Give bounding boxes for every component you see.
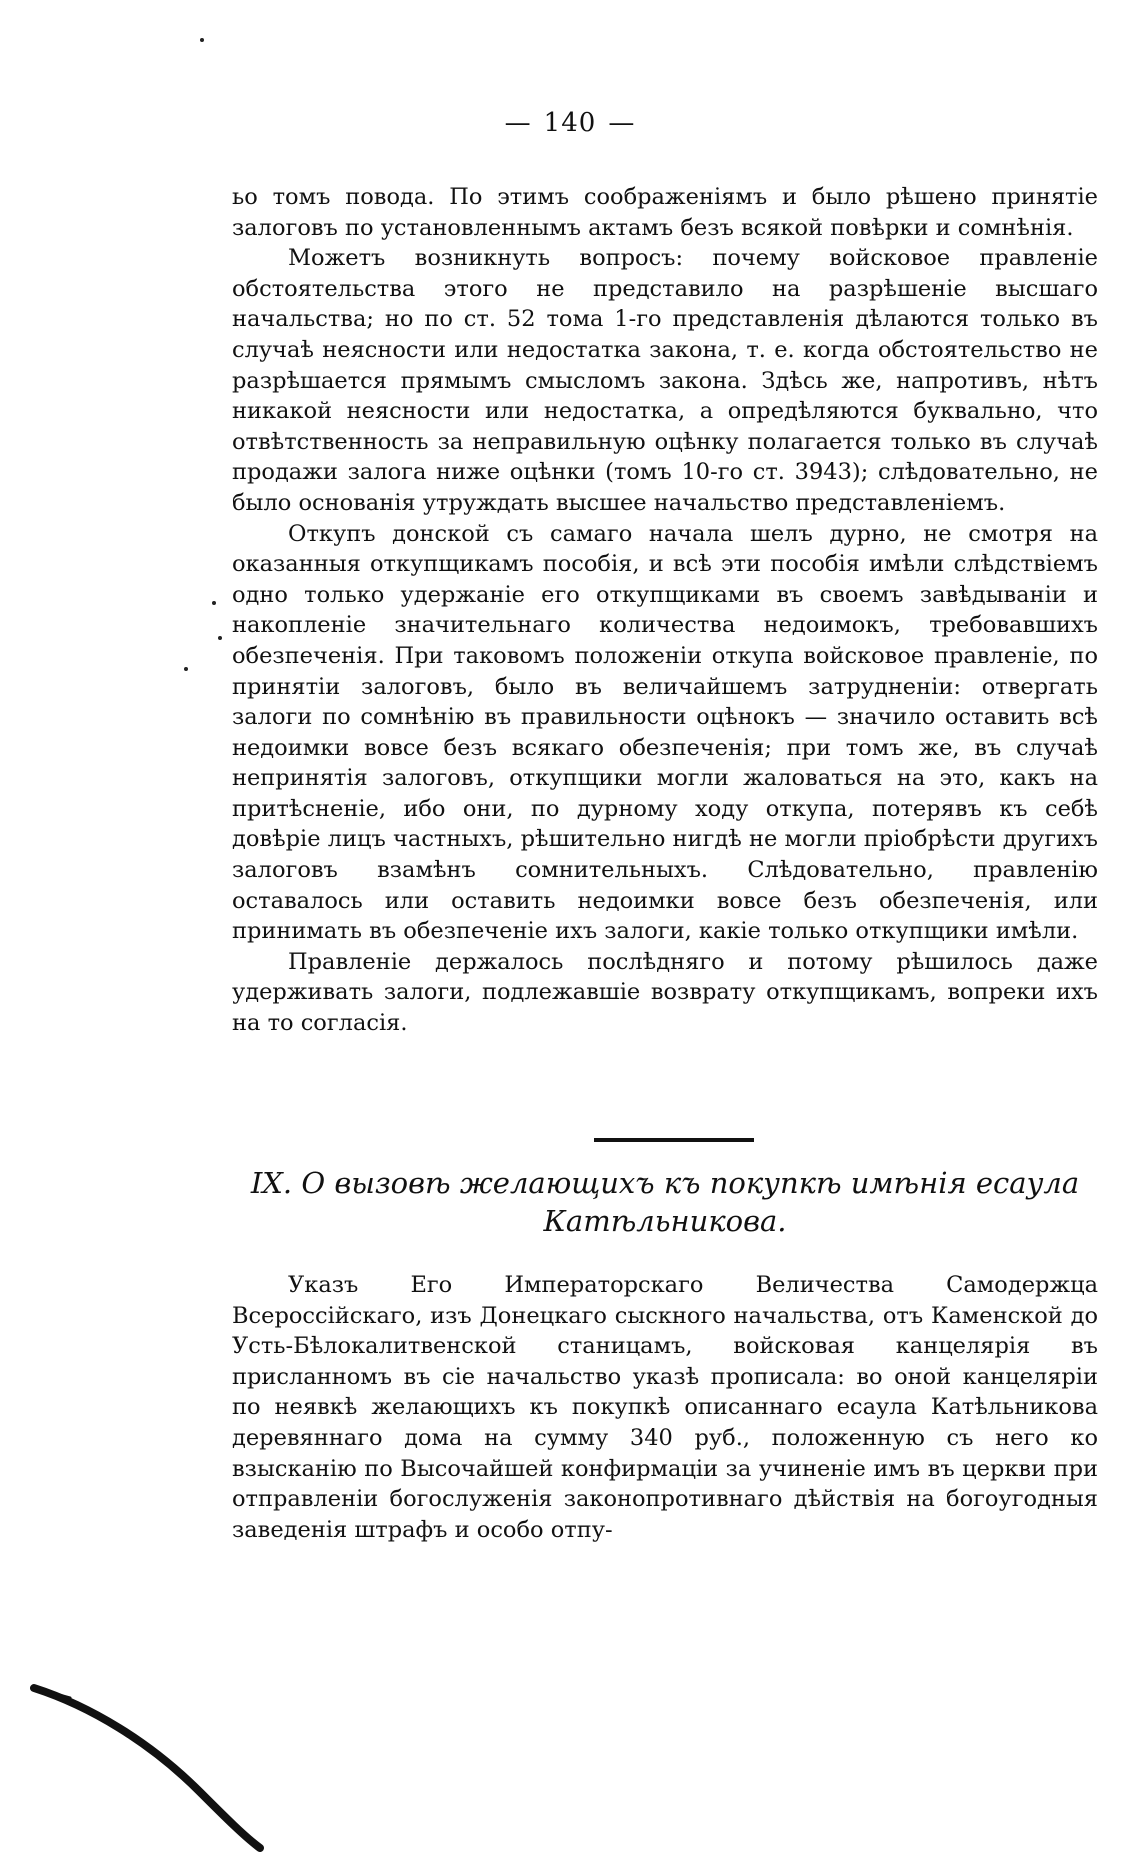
page-number-dash-right: — [608, 108, 636, 138]
body-text-section-1 [232, 182, 1098, 1039]
paragraph: Указъ Его Императорскаго Величества Самодержца Всероссiйскаго, изъ Донецкаго сыскного начальства, отъ Каменской до Усть-Бѣлокалитвенской станицамъ, войсковая канцелярiя въ присланномъ въ сiе начальство указѣ прописала: во оной канцелярiи по неявкѣ желающихъ къ покупкѣ описаннаго есаула Катѣльникова деревяннаго дома на сумму 340 руб., положенную съ него ко взысканiю по Высочайшей конфирмацiи за учиненiе имъ въ церкви при отправленiи богослуженiя законопротивнаго дѣйствiя на богоугодныя заведенiя штрафъ и особо отпу- [232, 1272, 1098, 1543]
section-heading-line-1: IX. О вызовѣ желающихъ къ покупкѣ имѣнiя есаула [250, 1166, 1080, 1200]
scan-speck [212, 601, 216, 605]
section-heading-line-2: Катѣльникова. [543, 1204, 787, 1238]
body-text-section-2 [232, 1270, 1098, 1545]
paragraph: Откупъ донской съ самаго начала шелъ дурно, не смотря на оказанныя откупщикамъ пособiя, и всѣ эти пособiя имѣли слѣдствiемъ одно только удержанiе его откупщиками въ своемъ завѣдыванiи и накопленiе значительнаго количества недоимокъ, требовавшихъ обезпеченiя. При таковомъ положенiи откупа войсковое правленiе, по принятiи залоговъ, было въ величайшемъ затрудненiи: отвергать залоги по сомнѣнiю въ правильности оцѣнокъ — значило оставить всѣ недоимки вовсе безъ всякаго обезпеченiя; при томъ же, въ случаѣ непринятiя залоговъ, откупщики могли жаловаться на это, какъ на притѣсненiе, ибо они, по дурному ходу откупа, потерявъ къ себѣ довѣрiе лицъ частныхъ, рѣшительно нигдѣ не могли прiобрѣсти другихъ залоговъ взамѣнъ сомнительныхъ. Слѣдовательно, правленiю оставалось или оставить недоимки вовсе безъ обезпеченiя, или принимать въ обезпеченiе ихъ залоги, какiе только откупщики имѣли. [232, 520, 1098, 945]
scan-stroke-mark [30, 1682, 270, 1852]
paragraph: Правленiе держалось послѣдняго и потому рѣшилось даже удерживать залоги, подлежавшiе возврату откупщикамъ, вопреки ихъ на то согласiя. [232, 948, 1098, 1037]
section-heading [232, 1164, 1098, 1240]
page-number-dash-left: — [504, 108, 532, 138]
section-divider [594, 1138, 754, 1142]
scan-speck [200, 38, 204, 42]
paragraph: ьо томъ повода. По этимъ соображенiямъ и было рѣшено принятiе залоговъ по установленнымъ актамъ безъ всякой повѣрки и сомнѣнiя. [232, 184, 1098, 241]
scan-speck [184, 667, 188, 671]
page-number [0, 108, 1140, 138]
scan-speck [218, 636, 222, 640]
page-number-value: 140 [543, 108, 597, 138]
paragraph: Можетъ возникнуть вопросъ: почему войсковое правленiе обстоятельства этого не представило на разрѣшенiе высшаго начальства; но по ст. 52 тома 1-го представленiя дѣлаются только въ случаѣ неясности или недостатка закона, т. е. когда обстоятельство не разрѣшается прямымъ смысломъ закона. Здѣсь же, напротивъ, нѣтъ никакой неясности или недостатка, а опредѣляются буквально, что отвѣтственность за неправильную оцѣнку полагается только въ случаѣ продажи залога ниже оцѣнки (томъ 10-го ст. 3943); слѣдовательно, не было основанiя утруждать высшее начальство представленiемъ. [232, 245, 1098, 516]
